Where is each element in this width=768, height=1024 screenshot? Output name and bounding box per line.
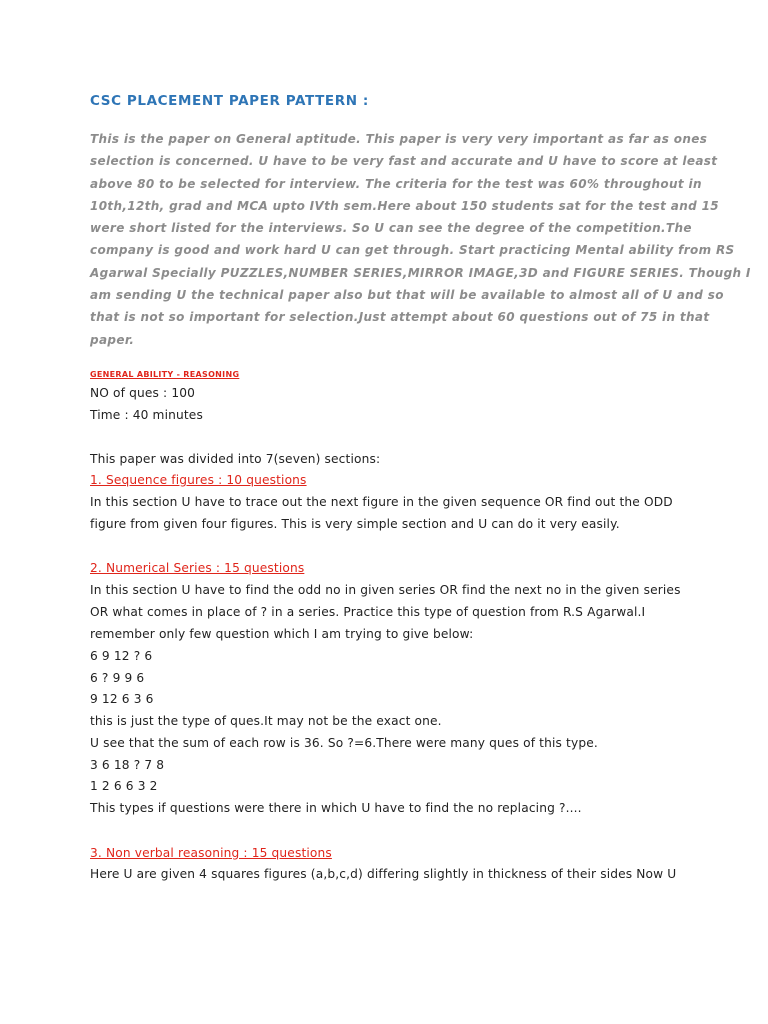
series-example: 1 2 6 6 3 2 (90, 779, 158, 793)
sections-intro: This paper was divided into 7(seven) sections: (90, 452, 381, 466)
section-3-line: Here U are given 4 squares figures (a,b,c,d) differing slightly in thickness of their sides Now U (90, 867, 677, 881)
section-2-heading: 2. Numerical Series : 15 questions (90, 561, 305, 575)
section-2-line: U see that the sum of each row is 36. So ?=6.There were many ques of this type. (90, 736, 598, 750)
document-title: CSC PLACEMENT PAPER PATTERN : (90, 93, 369, 109)
section-2-line: This types if questions were there in which U have to find the no replacing ?.... (90, 801, 582, 815)
general-ability-heading: GENERAL ABILITY - REASONING (90, 370, 240, 379)
section-1-heading: 1. Sequence figures : 10 questions (90, 473, 307, 487)
section-2-line: In this section U have to find the odd no in given series OR find the next no in the given series (90, 583, 681, 597)
series-example: 9 12 6 3 6 (90, 692, 154, 706)
intro-line: am sending U the technical paper also but that will be available to almost all of U and so (90, 288, 724, 303)
intro-paragraph (90, 128, 751, 351)
intro-line: Agarwal Specially PUZZLES,NUMBER SERIES,MIRROR IMAGE,3D and FIGURE SERIES. Though I (90, 265, 751, 280)
intro-line: 10th,12th, grad and MCA upto IVth sem.Here about 150 students sat for the test and 15 (90, 198, 719, 213)
section-2-line: OR what comes in place of ? in a series. Practice this type of question from R.S Agarwal.I (90, 605, 646, 619)
section-2-line: this is just the type of ques.It may not be the exact one. (90, 714, 442, 728)
section-3-heading: 3. Non verbal reasoning : 15 questions (90, 846, 332, 860)
section-1-line: figure from given four figures. This is very simple section and U can do it very easily. (90, 517, 620, 531)
intro-line: company is good and work hard U can get through. Start practicing Mental ability from RS (90, 243, 735, 258)
section-2-line: remember only few question which I am trying to give below: (90, 627, 474, 641)
intro-line: selection is concerned. U have to be very fast and accurate and U have to score at least (90, 154, 718, 169)
section-1-line: In this section U have to trace out the next figure in the given sequence OR find out the ODD (90, 495, 673, 509)
no-of-questions: NO of ques : 100 (90, 386, 196, 400)
series-example: 6 9 12 ? 6 (90, 649, 153, 663)
series-example: 3 6 18 ? 7 8 (90, 758, 165, 772)
intro-line: were short listed for the interviews. So U can see the degree of the competition.The (90, 221, 692, 236)
intro-line: This is the paper on General aptitude. This paper is very very important as far as ones (90, 132, 708, 146)
intro-line: paper. (90, 332, 135, 347)
intro-line: that is not so important for selection.Just attempt about 60 questions out of 75 in that (90, 310, 710, 325)
series-example: 6 ? 9 9 6 (90, 671, 145, 685)
time-limit: Time : 40 minutes (90, 408, 203, 422)
intro-line: above 80 to be selected for interview. The criteria for the test was 60% throughout in (90, 176, 702, 191)
